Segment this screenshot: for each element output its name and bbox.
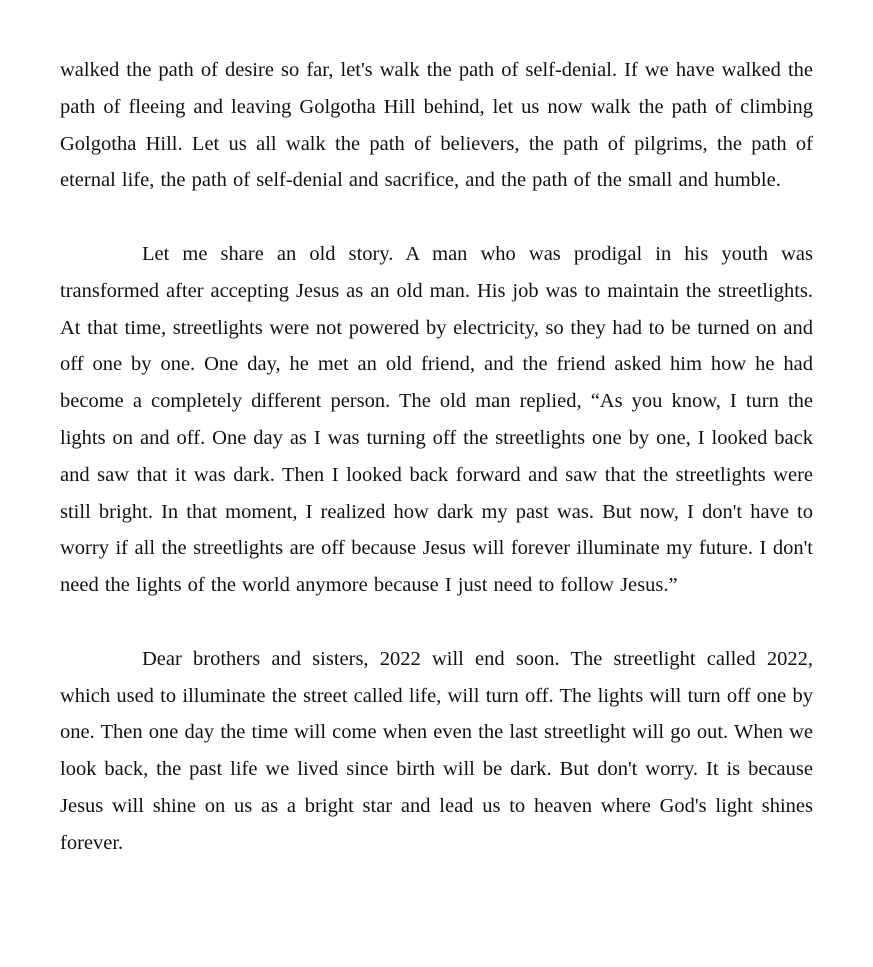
paragraph-closing-2022: Dear brothers and sisters, 2022 will end soon. The streetlight called 2022, which used to illuminate the street called life, will turn off. The lights will turn off one by one. Then one day the time will come when even the last streetlight will go out. When we look back, the past life we lived since birth will be dark. But don't worry. It is because Jesus will shine on us as a bright star and lead us to heaven where God's light shines forever. bbox=[60, 647, 813, 854]
document-page bbox=[60, 52, 813, 862]
paragraph-streetlight-story: Let me share an old story. A man who was prodigal in his youth was transformed after accepting Jesus as an old man. His job was to maintain the streetlights. At that time, streetlights were not powered by electricity, so they had to be turned on and off one by one. One day, he met an old friend, and the friend asked him how he had become a completely different person. The old man replied, “As you know, I turn the lights on and off. One day as I was turning off the streetlights one by one, I looked back and saw that it was dark. Then I looked back forward and saw that the streetlights were still bright. In that moment, I realized how dark my past was. But now, I don't have to worry if all the streetlights are off because Jesus will forever illuminate my future. I don't need the lights of the world anymore because I just need to follow Jesus.” bbox=[60, 242, 813, 597]
paragraph-continuation: walked the path of desire so far, let's walk the path of self-denial. If we have walked the path of fleeing and leaving Golgotha Hill behind, let us now walk the path of climbing Golgotha Hill. Let us all walk the path of believers, the path of pilgrims, the path of eternal life, the path of self-denial and sacrifice, and the path of the small and humble. bbox=[60, 59, 813, 192]
